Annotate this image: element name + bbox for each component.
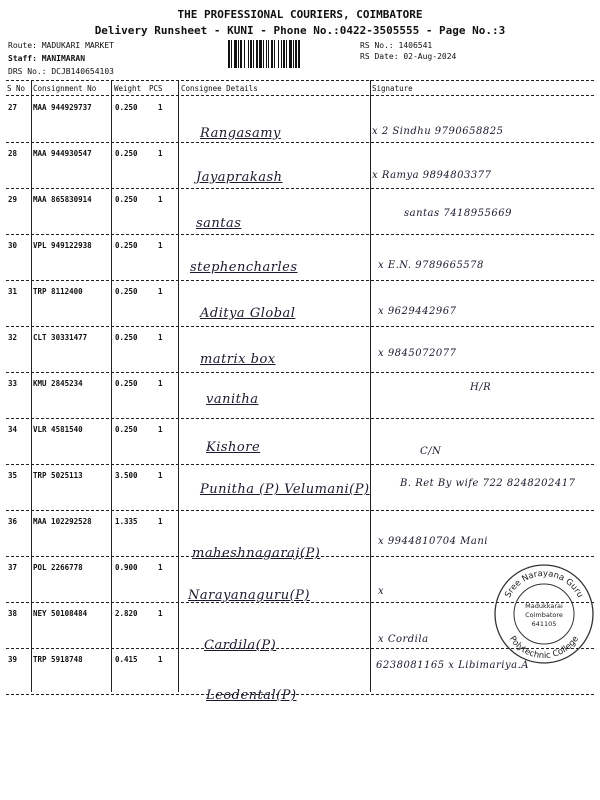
row-signature-handwritten: x 9845072077	[378, 348, 457, 359]
row-weight: 0.900	[115, 563, 138, 572]
row-weight: 0.250	[115, 287, 138, 296]
row-signature-handwritten: x Cordila	[378, 634, 429, 645]
row-pcs: 1	[158, 563, 163, 572]
col-header-consignee: Consignee Details	[181, 84, 258, 93]
rs-date: RS Date: 02-Aug-2024	[360, 52, 457, 61]
row-sno: 35	[8, 471, 18, 480]
row-sno: 36	[8, 517, 18, 526]
row-signature-handwritten: x 9944810704 Mani	[378, 536, 488, 547]
row-pcs: 1	[158, 471, 163, 480]
rs-number: RS No.: 1406541	[360, 41, 433, 50]
row-weight: 0.250	[115, 241, 138, 250]
svg-text:Polytechnic College	[507, 634, 581, 661]
row-consignment-no: MAA 865830914	[33, 195, 92, 204]
row-consignee-handwritten: stephencharles	[190, 260, 298, 275]
row-pcs: 1	[158, 379, 163, 388]
stamp-center-line-2: Coimbatore	[525, 611, 563, 619]
row-weight: 0.250	[115, 195, 138, 204]
row-signature-handwritten: C/N	[420, 446, 442, 457]
row-pcs: 1	[158, 609, 163, 618]
row-weight: 1.335	[115, 517, 138, 526]
row-consignment-no: VLR 4581540	[33, 425, 83, 434]
row-pcs: 1	[158, 195, 163, 204]
row-divider	[6, 464, 594, 465]
row-weight: 3.500	[115, 471, 138, 480]
row-sno: 38	[8, 609, 18, 618]
row-divider	[6, 372, 594, 373]
col-header-consignment: Consignment No	[33, 84, 97, 93]
row-pcs: 1	[158, 103, 163, 112]
row-sno: 29	[8, 195, 18, 204]
row-weight: 0.250	[115, 333, 138, 342]
row-sno: 39	[8, 655, 18, 664]
header-top-rule	[6, 80, 594, 81]
row-signature-handwritten: x	[378, 586, 385, 597]
row-consignment-no: VPL 949122938	[33, 241, 92, 250]
runsheet-title: THE PROFESSIONAL COURIERS, COIMBATORE	[177, 8, 423, 21]
row-divider	[6, 418, 594, 419]
row-pcs: 1	[158, 287, 163, 296]
runsheet-subtitle: Delivery Runsheet - KUNI - Phone No.:0422-3505555 - Page No.:3	[94, 24, 506, 37]
row-sno: 27	[8, 103, 18, 112]
col-rule-consignment	[111, 80, 112, 692]
row-divider	[6, 280, 594, 281]
row-sno: 34	[8, 425, 18, 434]
stamp-center-line-3: 641105	[531, 620, 557, 628]
row-divider	[6, 188, 594, 189]
row-consignment-no: MAA 944930547	[33, 149, 92, 158]
col-rule-pcs	[178, 80, 179, 692]
row-consignment-no: TRP 5025113	[33, 471, 83, 480]
row-weight: 0.415	[115, 655, 138, 664]
row-sno: 37	[8, 563, 18, 572]
row-consignee-handwritten: vanitha	[206, 392, 259, 407]
row-sno: 31	[8, 287, 18, 296]
row-consignment-no: POL 2266778	[33, 563, 83, 572]
row-weight: 0.250	[115, 425, 138, 434]
row-consignee-handwritten: Aditya Global	[200, 306, 296, 321]
row-sno: 30	[8, 241, 18, 250]
row-consignment-no: KMU 2845234	[33, 379, 83, 388]
row-divider	[6, 326, 594, 327]
row-sno: 28	[8, 149, 18, 158]
row-weight: 0.250	[115, 149, 138, 158]
row-divider	[6, 694, 594, 695]
row-divider	[6, 556, 594, 557]
row-consignee-handwritten: Cardila(P)	[204, 638, 277, 653]
col-header-sno: S No	[7, 84, 26, 93]
row-pcs: 1	[158, 425, 163, 434]
col-rule-consignee	[370, 80, 371, 692]
row-consignee-handwritten: matrix box	[200, 352, 276, 367]
row-consignment-no: NEY 50108484	[33, 609, 88, 618]
row-pcs: 1	[158, 655, 163, 664]
stamp-bottom-text: Polytechnic College	[506, 634, 582, 662]
row-signature-handwritten: 6238081165 x Libimariya.A	[376, 660, 529, 671]
row-signature-handwritten: H/R	[470, 382, 492, 393]
route-label: Route: MADUKARI MARKET	[8, 41, 114, 50]
row-weight: 2.820	[115, 609, 138, 618]
row-divider	[6, 142, 594, 143]
row-pcs: 1	[158, 149, 163, 158]
row-consignee-handwritten: Leodental(P)	[206, 688, 297, 703]
col-header-weight: Weight	[114, 84, 142, 93]
row-consignee-handwritten: Narayanaguru(P)	[188, 588, 310, 603]
row-divider	[6, 234, 594, 235]
barcode-bar	[300, 40, 301, 68]
row-consignee-handwritten: Kishore	[206, 440, 261, 455]
col-header-signature: Signature	[372, 84, 413, 93]
row-signature-handwritten: x 2 Sindhu 9790658825	[372, 126, 504, 137]
row-consignment-no: MAA 102292528	[33, 517, 92, 526]
col-header-pcs: PCS	[149, 84, 163, 93]
row-sno: 33	[8, 379, 18, 388]
college-seal-stamp	[492, 562, 596, 666]
col-rule-sno	[31, 80, 32, 692]
row-consignee-handwritten: santas	[196, 216, 242, 231]
row-signature-handwritten: santas 7418955669	[404, 208, 512, 219]
row-weight: 0.250	[115, 103, 138, 112]
row-pcs: 1	[158, 241, 163, 250]
row-divider	[6, 510, 594, 511]
staff-label: Staff: MANIMARAN	[8, 54, 86, 63]
row-weight: 0.250	[115, 379, 138, 388]
row-consignment-no: TRP 8112400	[33, 287, 83, 296]
row-signature-handwritten: x Ramya 9894803377	[372, 170, 492, 181]
row-consignment-no: CLT 30331477	[33, 333, 88, 342]
row-sno: 32	[8, 333, 18, 342]
stamp-top-text: Sree Narayana Guru	[503, 568, 585, 600]
row-consignee-handwritten: Punitha (P) Velumani(P)	[200, 482, 370, 497]
row-consignee-handwritten: Jayaprakash	[196, 170, 283, 185]
row-signature-handwritten: x 9629442967	[378, 306, 457, 317]
row-pcs: 1	[158, 517, 163, 526]
row-consignee-handwritten: Rangasamy	[200, 126, 281, 141]
header-bottom-rule	[6, 95, 594, 96]
drs-number: DRS No.: DCJB140654103	[8, 67, 114, 76]
row-signature-handwritten: x E.N. 9789665578	[378, 260, 484, 271]
stamp-center-line-1: Madukkarai	[525, 602, 563, 610]
row-consignment-no: MAA 944929737	[33, 103, 92, 112]
row-consignee-handwritten: maheshnagaraj(P)	[192, 546, 321, 561]
barcode	[228, 40, 354, 68]
row-pcs: 1	[158, 333, 163, 342]
row-signature-handwritten: B. Ret By wife 722 8248202417	[400, 478, 576, 489]
row-consignment-no: TRP 5918748	[33, 655, 83, 664]
